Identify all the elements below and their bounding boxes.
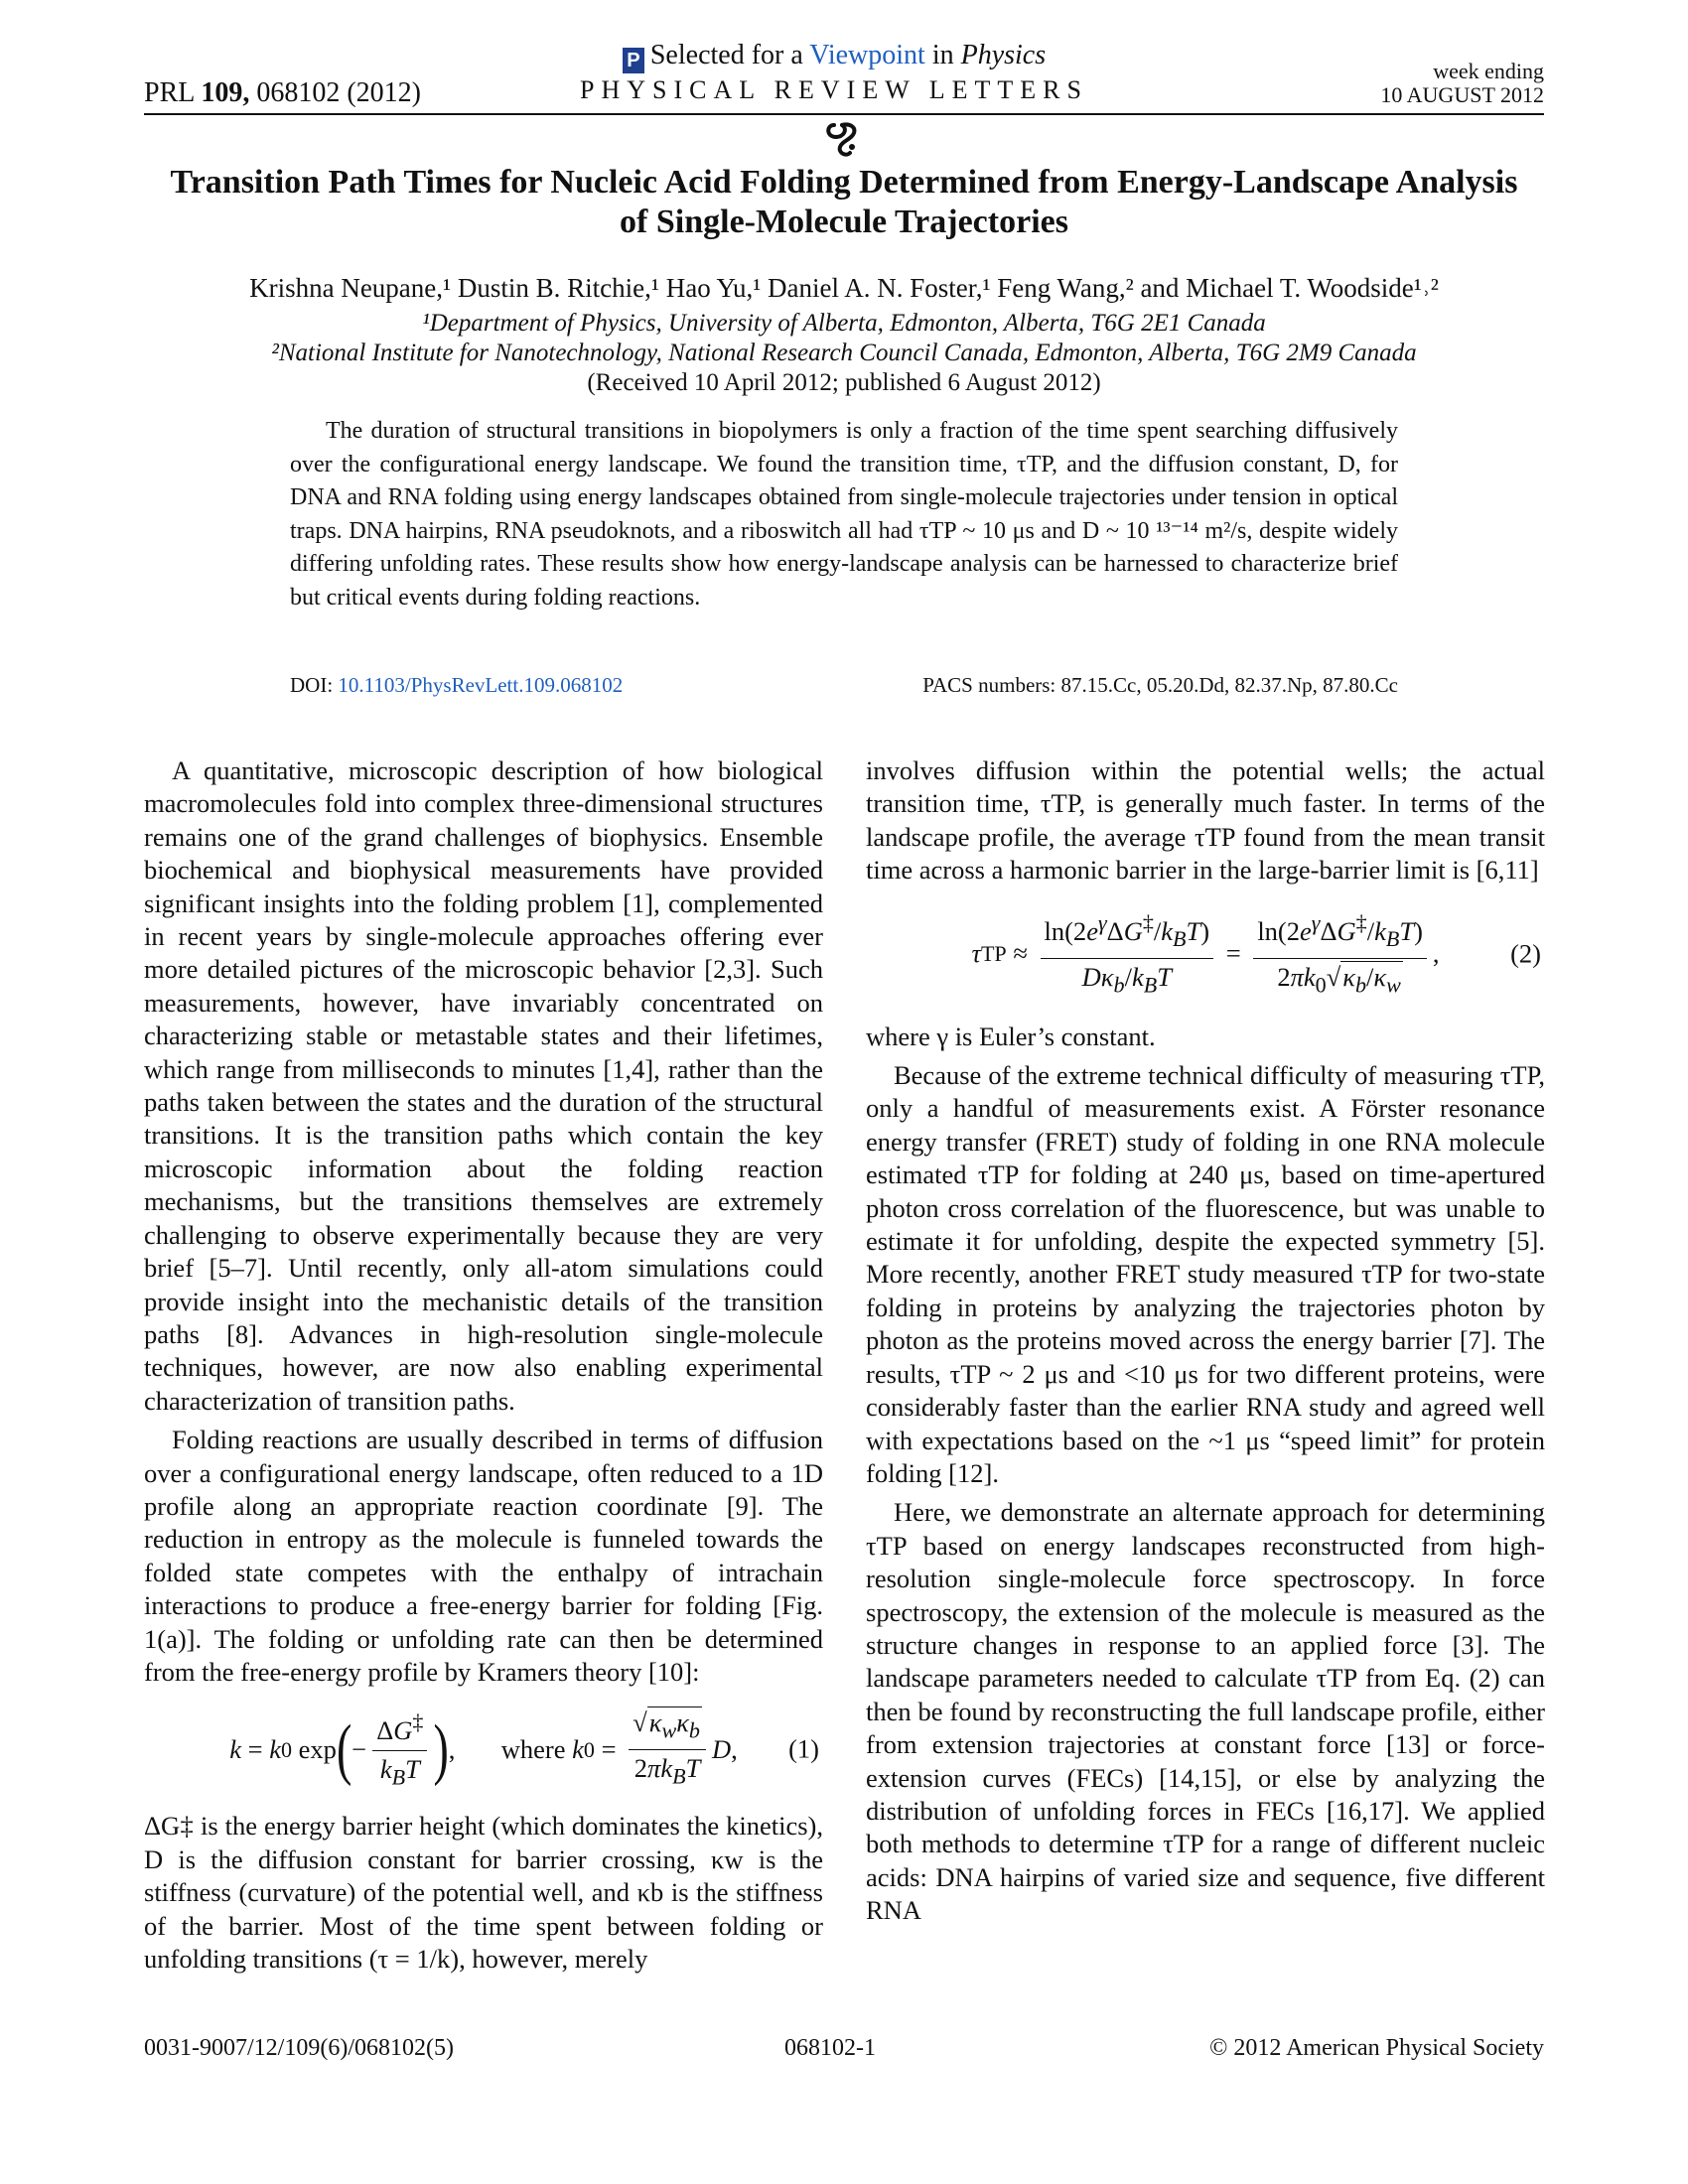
affiliation-2: ²National Institute for Nanotechnology, National Research Council Canada, Edmonton, Alberta, T6G 2M9 Canada — [271, 340, 1417, 366]
paragraph: Folding reactions are usually described in terms of diffusion over a configurational energy landscape, often reduced to a 1D profile along an appropriate reaction coordinate [9]. The reduction in entropy as the molecule is funneled towards the folded state competes with the enthalpy of intrachain interactions to produce a free-energy barrier for folding [Fig. 1(a)]. The folding or unfolding rate can then be determined from the free-energy profile by Kramers theory [10]: — [144, 1425, 823, 1687]
citation: PRL 109, 068102 (2012) — [144, 77, 421, 108]
author-list: Krishna Neupane,¹ Dustin B. Ritchie,¹ Hao Yu,¹ Daniel A. N. Foster,¹ Feng Wang,² and Michael T. Woodside¹˒² — [249, 273, 1439, 303]
equation-number: (1) — [788, 1733, 819, 1764]
abstract: The duration of structural transitions in biopolymers is only a fraction of the time spent searching diffusively over the configurational energy landscape. We found the transition time, τTP, and the diffusion constant, D, for DNA and RNA folding using energy landscapes obtained from single-molecule trajectories under tension in optical traps. DNA hairpins, RNA pseudoknots, and a riboswitch all had τTP ~ 10 μs and D ~ 10 ¹³⁻¹⁴ m²/s, despite widely differing unfolding rates. These results show how energy-landscape analysis can be harnessed to characterize brief but critical events during folding reactions. — [290, 418, 1398, 611]
header-center — [556, 40, 1112, 105]
pacs-numbers: PACS numbers: 87.15.Cc, 05.20.Dd, 82.37.Np, 87.80.Cc — [922, 673, 1398, 697]
journal-name: PHYSICAL REVIEW LETTERS — [580, 75, 1088, 104]
doi-link[interactable]: 10.1103/PhysRevLett.109.068102 — [338, 673, 624, 697]
paragraph: Because of the extreme technical difficulty of measuring τTP, only a handful of measurements exist. A Förster resonance energy transfer (FRET) study of folding in one RNA molecule estimated τTP for folding at 240 μs, based on time-apertured photon cross correlation of the fluorescence, but was unable to estimate it for unfolding, despite the expected symmetry [5]. More recently, another FRET study measured τTP for two-state folding in proteins by analyzing the trajectories photon by photon as the proteins moved across the energy barrier [7]. The results, τTP ~ 2 μs and <10 μs for two different proteins, were considerably faster than the earlier RNA study and agreed well with expectations based on the ~1 μs “speed limit” for protein folding [12]. — [866, 1060, 1545, 1488]
paragraph: where γ is Euler’s constant. — [866, 1021, 1156, 1051]
header-rule — [144, 113, 1544, 115]
paragraph: Here, we demonstrate an alternate approach for determining τTP based on energy landscapes reconstructed from high-resolution single-molecule force spectroscopy. In force spectroscopy, the extension of the molecule is measured as the structure changes in response to an applied force [3]. The landscape parameters needed to calculate τTP from Eq. (2) can then be found by reconstructing the full landscape profile, either from extension trajectories at constant force [13] or force-extension curves (FECs) [14,15], or else by analyzing the distribution of unfolding forces in FECs [16,17]. We applied both methods to determine τTP for a range of different nucleic acids: DNA hairpins of varied size and sequence, five different RNA — [866, 1497, 1545, 1926]
article-title: Transition Path Times for Nucleic Acid Folding Determined from Energy-Landscape Analysis of Single-Molecule Trajectories — [170, 164, 1518, 240]
paragraph: A quantitative, microscopic description of how biological macromolecules fold into complex three-dimensional structures remains one of the grand challenges of biophysics. Ensemble biochemical and biophysical measurements have provided significant insights into the folding problem [1], complemented in recent years by single-molecule approaches offering ever more detailed pictures of the microscopic behavior [2,3]. Such measurements, however, have invariably concentrated on characterizing stable or metastable states and their lifetimes, which range from milliseconds to minutes [1,4], rather than the paths taken between the states and the duration of the structural transitions. It is the transition paths which contain the key microscopic information about the folding reaction mechanisms, but the transitions themselves are extremely challenging to observe experimentally because they are very brief [5–7]. Until recently, only all-atom simulations could provide insight into the mechanistic details of the transition paths [8]. Advances in high-resolution single-molecule techniques, however, are now also enabling experimental characterization of transition paths. — [144, 755, 823, 1416]
affiliation-1: ¹Department of Physics, University of Alberta, Edmonton, Alberta, T6G 2E1 Canada — [422, 310, 1266, 337]
received-date: (Received 10 April 2012; published 6 August 2012) — [587, 369, 1101, 396]
right-column — [866, 754, 1545, 1934]
footer-issn: 0031-9007/12/109(6)/068102(5) — [144, 2035, 454, 2061]
copyright: © 2012 American Physical Society — [1209, 2035, 1544, 2061]
aps-logo-icon — [820, 119, 868, 159]
issue-date: week ending 10 AUGUST 2012 — [1380, 59, 1544, 107]
paragraph: ΔG‡ is the energy barrier height (which dominates the kinetics), D is the diffusion constant for barrier crossing, κw is the stiffness (curvature) of the potential well, and κb is the stiffness of the barrier. Most of the time spent between folding or unfolding transitions (τ = 1/k), however, merely — [144, 1811, 823, 1974]
physics-viewpoint-icon: P — [623, 48, 644, 73]
viewpoint-link[interactable]: Viewpoint — [809, 40, 925, 70]
equation-2: τ TP ≈ $\frac{\ln(2e^\gamma\Delta G^\ddagger/k_BT)}{D\kappa_b/k_BT}$ = $\frac{\ln(2e^\gamma\Delta G^\ddagger/k_BT)}{2\pi k_0√\kappa_b/\kappa_w}$ , (2) — [866, 911, 1545, 997]
page-number: 068102-1 — [784, 2035, 876, 2061]
viewpoint-notice: P Selected for a Viewpoint in Physics — [556, 40, 1112, 73]
paragraph: involves diffusion within the potential wells; the actual transition time, τTP, is generally much faster. In terms of the landscape profile, the average τTP found from the mean transit time across a harmonic barrier in the large-barrier limit is [6,11] — [866, 755, 1545, 886]
equation-number: (2) — [1510, 937, 1541, 968]
doi: DOI: 10.1103/PhysRevLett.109.068102 — [290, 673, 624, 697]
left-column — [144, 754, 823, 1981]
equation-1: k = k 0 exp ( − $\frac{\Delta G^\ddagger}{k_BT}$ ) , where k 0 = $\frac{√\kappa_w\kappa_b}{2\pi k_BT}$ D , (1) — [229, 1707, 819, 1789]
